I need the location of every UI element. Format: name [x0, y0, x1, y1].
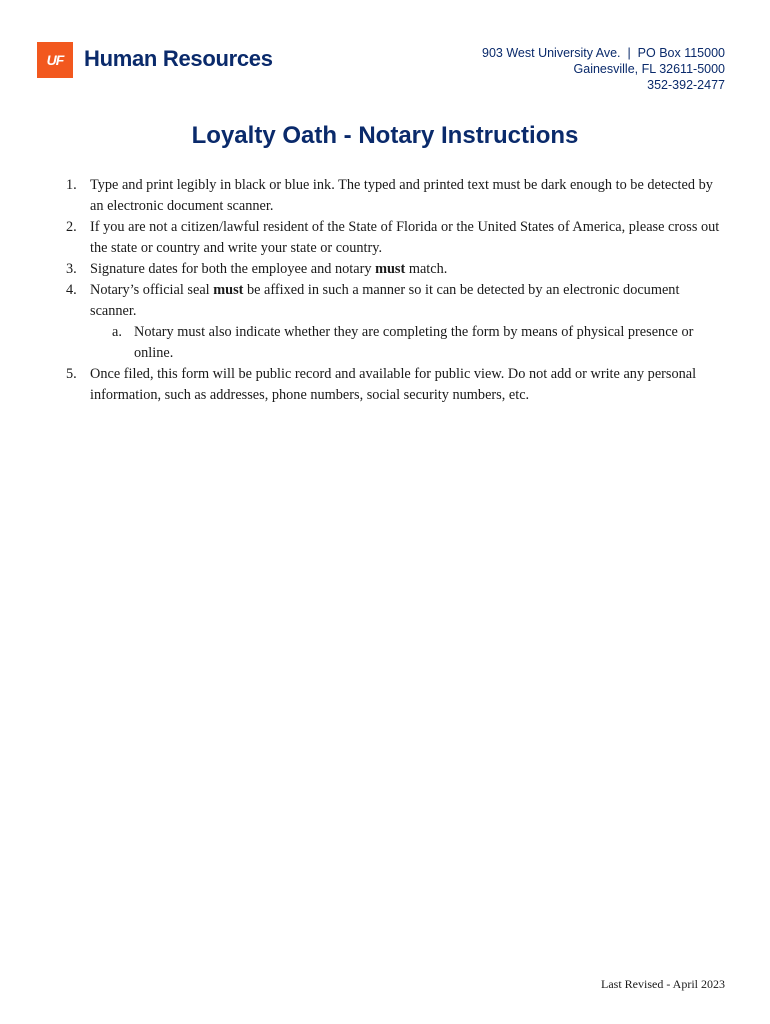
address-block	[482, 45, 725, 93]
uf-logo-letters: UF	[46, 52, 64, 68]
sub-item-letter: a.	[112, 324, 122, 340]
item-text: Once filed, this form will be public record and available for public view. Do not add or write any personal information, such as addresses, phone numbers, social security numbers, etc.	[90, 366, 697, 403]
item-number: 5.	[66, 366, 77, 382]
item-text-pre: Signature dates for both the employee and notary	[90, 261, 376, 277]
item-number: 2.	[66, 219, 77, 235]
sub-instruction-item	[112, 322, 728, 364]
item-number: 4.	[66, 282, 77, 298]
item-text-post: be affixed in such a manner so it can be detected by an electronic document scanner.	[90, 282, 680, 319]
instruction-item	[66, 364, 728, 406]
department-name: Human Resources	[84, 46, 273, 71]
item-number: 1.	[66, 177, 77, 193]
address-line-phone: 352-392-2477	[647, 78, 725, 92]
uf-logo-mark	[37, 42, 73, 78]
item-text-pre: Notary’s official seal	[90, 282, 214, 298]
instruction-item	[66, 175, 728, 217]
item-text-emphasis: must	[375, 261, 406, 277]
sub-instruction-list	[90, 322, 728, 364]
last-revised-note: Last Revised - April 2023	[601, 977, 725, 991]
address-line-street: 903 West University Ave. | PO Box 115000	[482, 46, 725, 60]
instruction-list	[66, 175, 728, 406]
instruction-item	[66, 280, 728, 364]
item-text: Type and print legibly in black or blue ink. The typed and printed text must be dark enough to be detected by an electronic document scanner.	[90, 177, 713, 214]
address-line-city: Gainesville, FL 32611-5000	[573, 62, 725, 76]
instruction-item	[66, 259, 728, 280]
sub-item-text: Notary must also indicate whether they are completing the form by means of physical presence or online.	[134, 324, 694, 361]
item-text-post: match.	[405, 261, 448, 277]
page-title: Loyalty Oath - Notary Instructions	[191, 122, 579, 149]
item-text: If you are not a citizen/lawful resident of the State of Florida or the United States of America, please cross out the state or country and write your state or country.	[90, 219, 720, 256]
instruction-item	[66, 217, 728, 259]
item-number: 3.	[66, 261, 77, 277]
item-text-emphasis: must	[213, 282, 244, 298]
